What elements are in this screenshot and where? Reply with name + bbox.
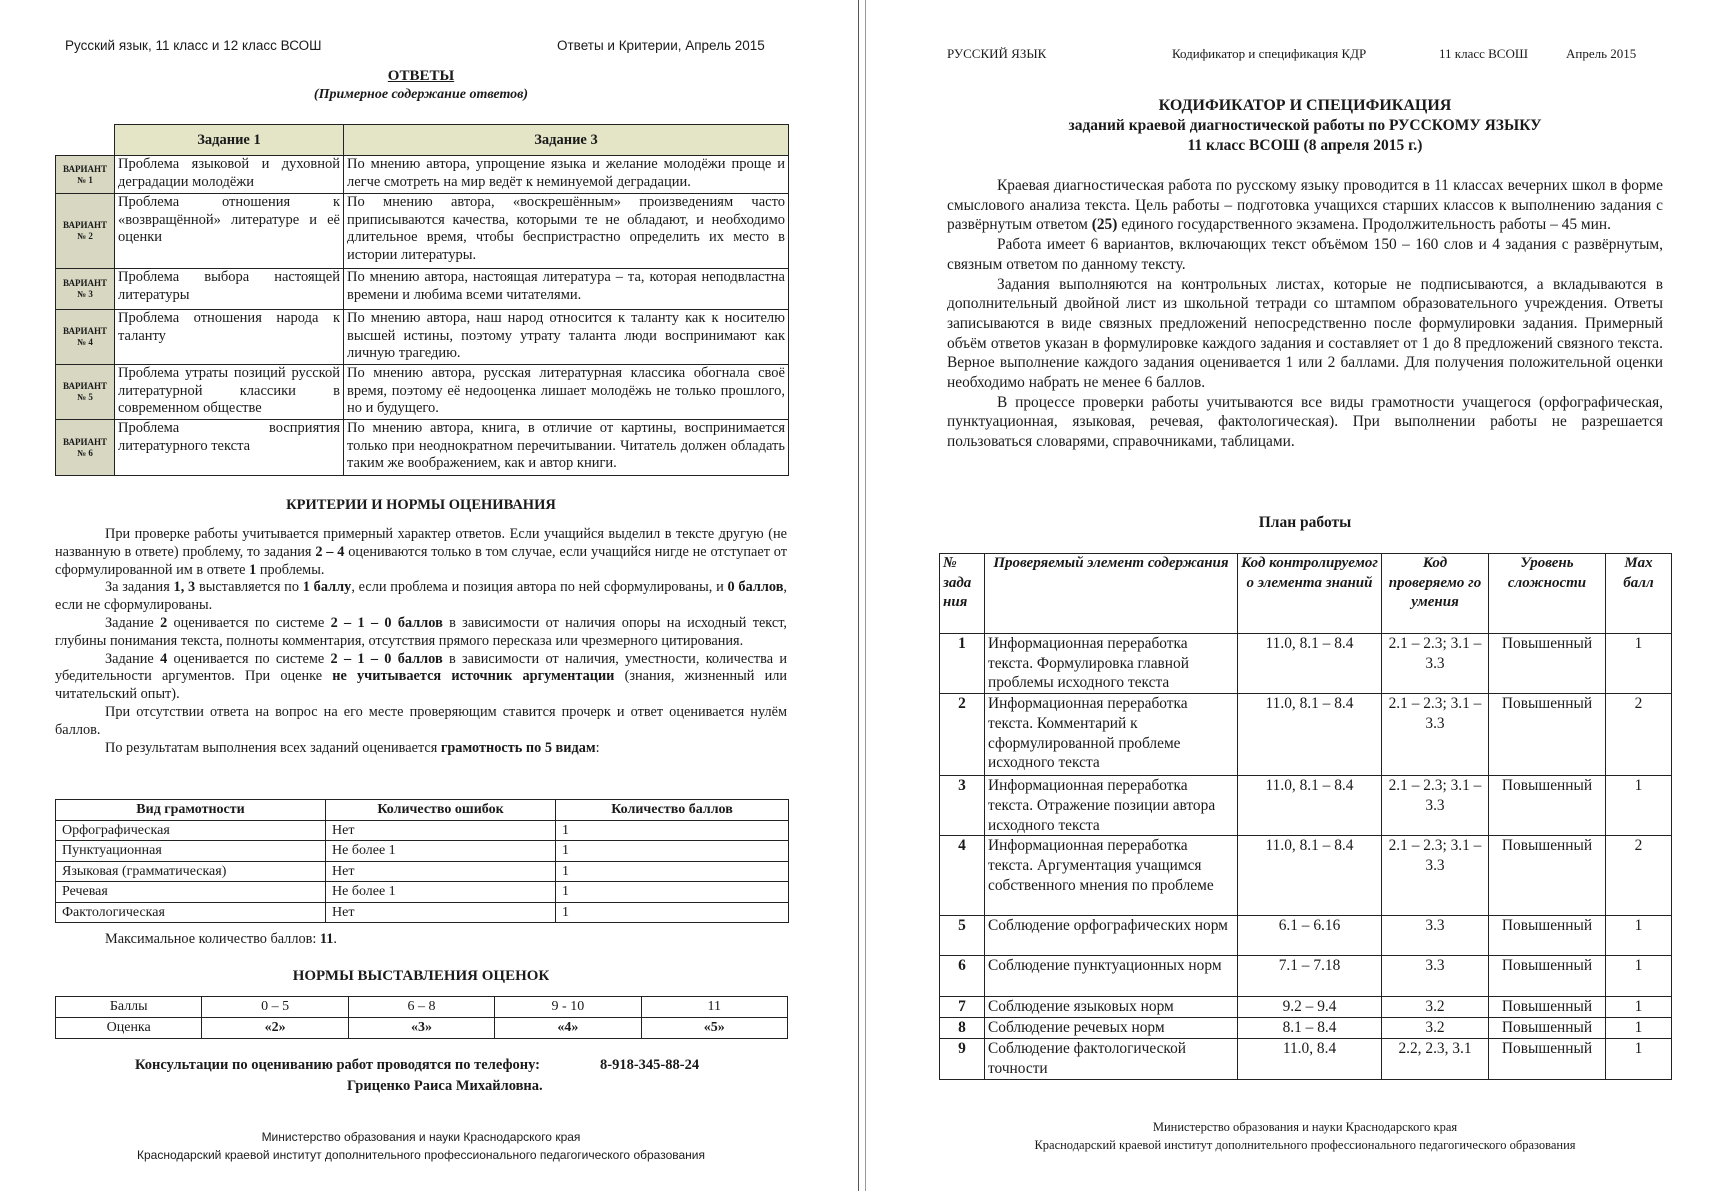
variant-word: ВАРИАНТ <box>63 381 107 391</box>
header-error-count: Количество ошибок <box>326 800 556 821</box>
text-segment: В процессе проверки работы учитываются все виды грамотности учащегося (орфографическая, пунктуационная, языковая, речевая, фактологическая). При выполнении работы не разрешается пользоваться словарями, справочниками, таблицами. <box>947 393 1663 451</box>
plan-cell: 11.0, 8.1 – 8.4 <box>1238 634 1382 694</box>
variant-word: ВАРИАНТ <box>63 326 107 336</box>
paragraph <box>55 651 787 704</box>
plan-cell: 4 <box>940 836 985 916</box>
plan-cell: Информационная переработка текста. Аргументация учащимся собственного мнения по проблеме <box>985 836 1238 916</box>
plan-cell: Информационная переработка текста. Формулировка главной проблемы исходного текста <box>985 634 1238 694</box>
plan-cell: 1 <box>1606 956 1672 997</box>
variant-word: ВАРИАНТ <box>63 163 107 174</box>
text-segment: Задания выполняются на контрольных листах, которые не подписываются, а вкладываются в дополнительный двойной лист из школьной тетради со штампом образовательного учреждения. Ответы записываются в виде связных предложений непосредственно после формулировки задания. Примерный объём ответов указан в формулировке каждого задания и составляет от 1 до 8 предложений связного текста. Верное выполнение каждого задания оценивается 1 или 2 баллами. Для получения положительной оценки необходимо набрать не менее 6 баллов. <box>947 275 1663 392</box>
task1-answer: Проблема выбора настоящей литературы <box>115 269 344 310</box>
header-content-element: Проверяемый элемент содержания <box>985 554 1238 634</box>
plan-cell: 8.1 – 8.4 <box>1238 1018 1382 1039</box>
plan-cell: 3.2 <box>1382 1018 1489 1039</box>
norms-cell: «4» <box>495 1018 641 1039</box>
plan-table <box>939 553 1672 1080</box>
criteria-title: КРИТЕРИИ И НОРМЫ ОЦЕНИВАНИЯ <box>286 497 556 513</box>
header-skill-code: Код проверяемо го умения <box>1382 554 1489 634</box>
spec-description <box>947 176 1663 452</box>
plan-cell: 2.2, 2.3, 3.1 <box>1382 1038 1489 1079</box>
grammar-cell: 1 <box>556 841 789 862</box>
plan-cell: Повышенный <box>1489 1018 1606 1039</box>
plan-cell: 11.0, 8.1 – 8.4 <box>1238 694 1382 776</box>
norms-cell: «5» <box>641 1018 787 1039</box>
grade-norms-table <box>55 996 788 1039</box>
plan-cell: Соблюдение орфографических норм <box>985 916 1238 956</box>
variant-number: № 6 <box>77 447 93 458</box>
plan-cell: Повышенный <box>1489 916 1606 956</box>
text-segment: (знания, жизненный или читательский опыт). <box>55 668 788 703</box>
grammar-cell: Фактологическая <box>56 902 326 923</box>
plan-cell: 2 <box>940 694 985 776</box>
consult-phone: 8-918-345-88-24 <box>600 1057 700 1073</box>
grammar-cell: Нет <box>326 902 556 923</box>
grammar-cell: Языковая (грамматическая) <box>56 861 326 882</box>
page-divider <box>858 0 859 1191</box>
plan-cell: Повышенный <box>1489 776 1606 836</box>
paragraph <box>947 393 1663 452</box>
plan-cell: 7 <box>940 997 985 1018</box>
plan-cell: 7.1 – 7.18 <box>1238 956 1382 997</box>
plan-cell: Соблюдение фактологической точности <box>985 1038 1238 1079</box>
paragraph <box>947 275 1663 393</box>
bold-segment: 4 <box>160 650 168 667</box>
plan-row <box>940 1018 1672 1039</box>
plan-row <box>940 694 1672 776</box>
grammar-table-header <box>56 800 789 821</box>
left-footer-ministry: Министерство образования и науки Краснодарского края <box>261 1130 581 1144</box>
plan-cell: 2 <box>1606 836 1672 916</box>
text-segment: При отсутствии ответа на вопрос на его месте проверяющим ставится прочерк и ответ оценивается нулём баллов. <box>55 703 787 738</box>
norms-cell: «3» <box>348 1018 494 1039</box>
plan-cell: Информационная переработка текста. Отражение позиции автора исходного текста <box>985 776 1238 836</box>
plan-title: План работы <box>1258 514 1352 531</box>
answer-row <box>56 156 789 194</box>
task3-answer: По мнению автора, книга, в отличие от картины, воспринимается только при неоднократном перечитывании. Читатель должен обладать таким же воображением, как и автор книги. <box>344 420 789 476</box>
plan-cell: Повышенный <box>1489 694 1606 776</box>
consult-text: Консультации по оцениванию работ проводятся по телефону: <box>135 1057 540 1073</box>
plan-cell: 2.1 – 2.3; 3.1 – 3.3 <box>1382 634 1489 694</box>
bold-segment: 2 – 4 <box>315 543 345 560</box>
plan-cell: 2.1 – 2.3; 3.1 – 3.3 <box>1382 836 1489 916</box>
grammar-cell: Не более 1 <box>326 841 556 862</box>
text-segment: Задание <box>105 614 161 631</box>
right-footer-ministry: Министерство образования и науки Краснодарского края <box>1152 1120 1458 1134</box>
text-segment: проблемы. <box>256 561 325 578</box>
text-segment: При проверке работы учитывается примерный характер ответов. Если учащийся выделил в тексте другую (не названную в ответе) проблему, то задания <box>55 526 787 560</box>
norms-row-grades <box>56 1018 788 1039</box>
grammar-cell: Орфографическая <box>56 820 326 841</box>
norms-cell: 9 - 10 <box>495 997 641 1018</box>
right-footer-institute: Краснодарский краевой институт дополнительного профессионального педагогического образования <box>1034 1138 1576 1152</box>
task1-answer: Проблема восприятия литературного текста <box>115 420 344 476</box>
right-header-subject: РУССКИЙ ЯЗЫК <box>947 46 1047 61</box>
plan-cell: 2 <box>1606 694 1672 776</box>
text-segment: , если не сформулированы. <box>55 579 787 614</box>
plan-row <box>940 997 1672 1018</box>
norms-title: НОРМЫ ВЫСТАВЛЕНИЯ ОЦЕНОК <box>292 968 550 984</box>
task3-answer: По мнению автора, наш народ относится к таланту как к носителю высшей истины, поэтому утрату таланта люди воспринимают как личную трагедию. <box>344 310 789 365</box>
answers-subtitle: (Примерное содержание ответов) <box>313 87 529 102</box>
task1-answer: Проблема утраты позиций русской литературной классики в современном обществе <box>115 365 344 420</box>
header-score-count: Количество баллов <box>556 800 789 821</box>
plan-row <box>940 634 1672 694</box>
grammar-cell: Речевая <box>56 882 326 903</box>
variant-word: ВАРИАНТ <box>63 220 107 230</box>
task1-answer: Проблема отношения к «возвращённой» литературе и её оценки <box>115 194 344 269</box>
plan-row <box>940 776 1672 836</box>
plan-cell: 1 <box>1606 776 1672 836</box>
grammar-row <box>56 902 789 923</box>
grammar-cell: Не более 1 <box>326 882 556 903</box>
plan-cell: 8 <box>940 1018 985 1039</box>
plan-cell: Соблюдение речевых норм <box>985 1018 1238 1039</box>
bold-segment: 2 – 1 – 0 баллов <box>330 614 443 631</box>
task3-answer: По мнению автора, настоящая литература – та, которая неподвластна времени и любима всеми читателями. <box>344 269 789 310</box>
plan-row <box>940 916 1672 956</box>
plan-cell: 1 <box>1606 997 1672 1018</box>
plan-cell: 2.1 – 2.3; 3.1 – 3.3 <box>1382 694 1489 776</box>
plan-cell: 1 <box>1606 1038 1672 1079</box>
plan-cell: 2.1 – 2.3; 3.1 – 3.3 <box>1382 776 1489 836</box>
right-header-doc: Кодификатор и спецификация КДР <box>1172 46 1367 61</box>
max-score-label: Максимальное количество баллов: <box>105 931 320 947</box>
task3-answer: По мнению автора, упрощение языка и желание молодёжи проще и легче смотреть на мир ведёт к неминуемой деградации. <box>344 156 789 194</box>
text-segment: выставляется по <box>195 579 303 596</box>
grammar-cell: 1 <box>556 882 789 903</box>
answers-table-header <box>56 125 789 156</box>
answer-row <box>56 365 789 420</box>
plan-cell: Повышенный <box>1489 634 1606 694</box>
plan-cell: 3.2 <box>1382 997 1489 1018</box>
plan-table-header <box>940 554 1672 634</box>
paragraph <box>55 579 787 615</box>
grammar-cell: Нет <box>326 861 556 882</box>
norms-cell: Оценка <box>56 1018 202 1039</box>
plan-row <box>940 956 1672 997</box>
plan-cell: Повышенный <box>1489 1038 1606 1079</box>
grammar-row <box>56 820 789 841</box>
spec-title: КОДИФИКАТОР И СПЕЦИФИКАЦИЯ <box>1158 97 1452 114</box>
bold-segment: (25) <box>1091 216 1118 234</box>
variant-label <box>56 194 115 269</box>
right-header-class: 11 класс ВСОШ <box>1439 46 1528 61</box>
variant-number: № 2 <box>77 231 93 241</box>
variant-number: № 4 <box>77 337 93 347</box>
bold-segment: 0 баллов <box>727 579 784 596</box>
left-header-right: Ответы и Критерии, Апрель 2015 <box>557 38 765 53</box>
plan-cell: 6 <box>940 956 985 997</box>
text-segment: оценивается по системе <box>167 614 331 631</box>
variant-number: № 3 <box>77 289 93 299</box>
header-knowledge-code: Код контролируемог о элемента знаний <box>1238 554 1382 634</box>
page-edge <box>865 0 866 1191</box>
text-segment: Задание <box>105 650 161 667</box>
bold-segment: 2 – 1 – 0 баллов <box>330 650 443 667</box>
plan-cell: 5 <box>940 916 985 956</box>
plan-cell: 3.3 <box>1382 956 1489 997</box>
plan-cell: Повышенный <box>1489 997 1606 1018</box>
answer-row <box>56 194 789 269</box>
variant-label <box>56 310 115 365</box>
task1-answer: Проблема отношения народа к таланту <box>115 310 344 365</box>
norms-row-scores <box>56 997 788 1018</box>
bold-segment: 1 <box>249 561 257 578</box>
text-segment: , если проблема и позиция автора по ней сформулированы, и <box>351 579 728 596</box>
variant-number: № 5 <box>77 392 93 402</box>
plan-cell: 9 <box>940 1038 985 1079</box>
grammar-cell: Пунктуационная <box>56 841 326 862</box>
paragraph <box>55 704 787 740</box>
plan-cell: Соблюдение пунктуационных норм <box>985 956 1238 997</box>
plan-cell: 1 <box>1606 1018 1672 1039</box>
answer-row <box>56 420 789 476</box>
left-footer-institute: Краснодарский краевой институт дополнительного профессионального педагогического образования <box>136 1148 705 1162</box>
plan-row <box>940 836 1672 916</box>
text-segment: оценивается по системе <box>167 650 331 667</box>
header-task1: Задание 1 <box>115 125 344 156</box>
grammar-table <box>55 799 789 923</box>
plan-cell: 11.0, 8.4 <box>1238 1038 1382 1079</box>
answers-title: ОТВЕТЫ <box>387 68 455 84</box>
variant-number: № 1 <box>77 174 93 185</box>
bold-segment: не учитывается источник аргументации <box>332 668 615 685</box>
text-segment: Работа имеет 6 вариантов, включающих текст объёмом 150 – 160 слов и 4 задания с развёрнутым, связным ответом по данному тексту. <box>947 236 1663 273</box>
spec-subtitle: заданий краевой диагностической работы по РУССКОМУ ЯЗЫКУ <box>1068 117 1542 134</box>
task3-answer: По мнению автора, «воскрешённым» произведениям часто приписываются качества, которыми те не обладают, и необходимо длительное время, чтобы беспристрастно определить их место в истории литературы. <box>344 194 789 269</box>
max-score-value: 11 <box>319 931 334 947</box>
plan-cell: 3.3 <box>1382 916 1489 956</box>
text-segment: Краевая диагностическая работа по русскому языку проводится в 11 классах вечерних школ в форме смыслового анализа текста. Цель работы – подготовка учащихся старших классов к выполнению задания с развёрнутым ответом <box>947 177 1663 234</box>
norms-cell: Баллы <box>56 997 202 1018</box>
grammar-row <box>56 861 789 882</box>
right-header-date: Апрель 2015 <box>1566 46 1637 61</box>
task1-answer: Проблема языковой и духовной деградации молодёжи <box>115 156 344 194</box>
text-segment: : <box>595 739 600 756</box>
plan-cell: 3 <box>940 776 985 836</box>
left-header-title: Русский язык, 11 класс и 12 класс ВСОШ <box>65 38 322 53</box>
grammar-cell: 1 <box>556 820 789 841</box>
plan-cell: Повышенный <box>1489 836 1606 916</box>
norms-cell: 0 – 5 <box>202 997 348 1018</box>
text-segment: в зависимости от наличия, уместности, количества и убедительности аргументов. При оценке <box>55 650 787 685</box>
max-score-period: . <box>333 931 337 947</box>
header-grammar-type: Вид грамотности <box>56 800 326 821</box>
bold-segment: 1 баллу <box>302 579 352 596</box>
norms-cell: 6 – 8 <box>348 997 494 1018</box>
empty-corner <box>56 125 115 156</box>
norms-cell: «2» <box>202 1018 348 1039</box>
criteria-text <box>55 526 787 757</box>
grammar-row <box>56 882 789 903</box>
plan-cell: 1 <box>1606 916 1672 956</box>
bold-segment: 1, 3 <box>173 579 196 596</box>
header-task-no: № зада ния <box>940 554 985 634</box>
text-segment: в зависимости от наличия опоры на исходный текст, глубины понимания текста, полноты комментария, отсутствия прямого пересказа или чрезмерного цитирования. <box>55 614 787 649</box>
plan-cell: 1 <box>940 634 985 694</box>
plan-row <box>940 1038 1672 1079</box>
grammar-cell: 1 <box>556 861 789 882</box>
consult-name: Гриценко Раиса Михайловна. <box>347 1078 543 1094</box>
variant-label <box>56 156 115 194</box>
paragraph <box>947 235 1663 274</box>
plan-cell: Соблюдение языковых норм <box>985 997 1238 1018</box>
variant-label <box>56 420 115 476</box>
grammar-cell: Нет <box>326 820 556 841</box>
task3-answer: По мнению автора, русская литературная классика обогнала своё время, поэтому её недооценка лишает молодёжь не только прошлого, но и будущего. <box>344 365 789 420</box>
norms-cell: 11 <box>641 997 787 1018</box>
variant-word: ВАРИАНТ <box>63 436 107 447</box>
header-max-score: Max балл <box>1606 554 1672 634</box>
header-task3: Задание 3 <box>344 125 789 156</box>
variant-word: ВАРИАНТ <box>63 278 107 288</box>
plan-cell: 9.2 – 9.4 <box>1238 997 1382 1018</box>
plan-cell: Повышенный <box>1489 956 1606 997</box>
variant-label <box>56 365 115 420</box>
text-segment: единого государственного экзамена. Продолжительность работы – 45 мин. <box>1117 216 1611 234</box>
answer-row <box>56 269 789 310</box>
spec-class-date: 11 класс ВСОШ (8 апреля 2015 г.) <box>1187 137 1423 154</box>
variant-label <box>56 269 115 310</box>
plan-cell: 1 <box>1606 634 1672 694</box>
max-score <box>105 931 337 948</box>
grammar-row <box>56 841 789 862</box>
plan-cell: Информационная переработка текста. Комментарий к сформулированной проблеме исходного текста <box>985 694 1238 776</box>
header-difficulty: Уровень сложности <box>1489 554 1606 634</box>
plan-cell: 11.0, 8.1 – 8.4 <box>1238 836 1382 916</box>
bold-segment: 2 <box>160 614 168 631</box>
paragraph <box>947 176 1663 235</box>
paragraph <box>55 740 787 758</box>
text-segment: оцениваются только в том случае, если учащийся нигде не отступает от сформулированной им в ответе <box>55 543 788 578</box>
grammar-cell: 1 <box>556 902 789 923</box>
answer-row <box>56 310 789 365</box>
paragraph <box>55 615 787 651</box>
bold-segment: грамотность по 5 видам <box>440 739 596 756</box>
plan-cell: 6.1 – 6.16 <box>1238 916 1382 956</box>
paragraph <box>55 526 787 579</box>
answers-table <box>55 124 789 476</box>
text-segment: По результатам выполнения всех заданий оценивается <box>105 739 441 756</box>
plan-cell: 11.0, 8.1 – 8.4 <box>1238 776 1382 836</box>
text-segment: За задания <box>105 579 174 596</box>
